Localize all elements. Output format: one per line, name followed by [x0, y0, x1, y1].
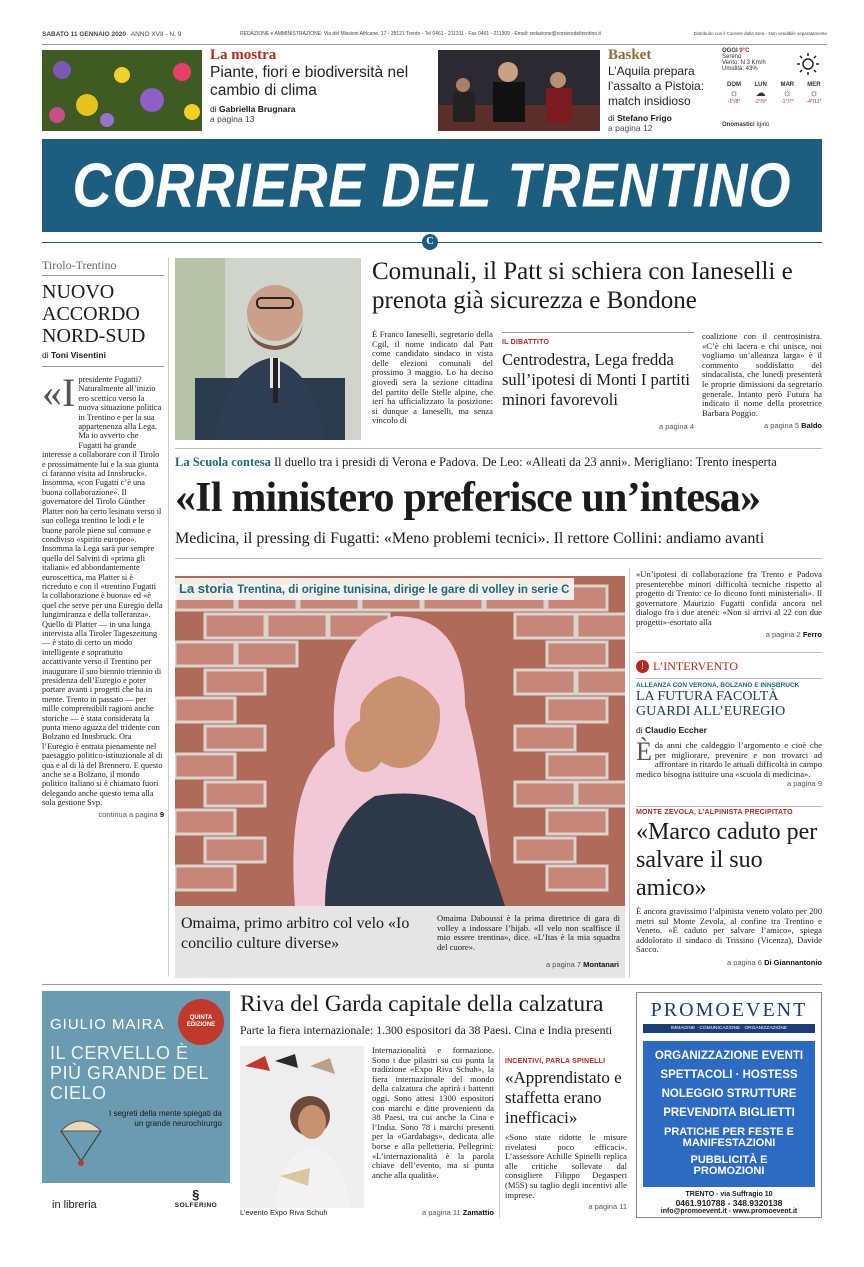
page-ref: a pagina 4 — [658, 422, 694, 431]
caption-title: Omaima, primo arbitro col velo «Io concilio culture diverse» — [181, 915, 410, 952]
promo-line: PRATICHE PER FESTE E MANIFESTAZIONI — [664, 1126, 794, 1149]
school-subhead: Medicina, il pressing di Fugatti: «Meno problemi tecnici». Il rettore Collini: andiamo avanti — [175, 530, 765, 547]
book-author: GIULIO MAIRA — [50, 1016, 165, 1033]
book-title: IL CERVELLO È PIÙ GRANDE DEL CIELO — [50, 1043, 209, 1103]
side-title: Centrodestra, Lega fredda sull’ipotesi di Monti I partiti minori favorevoli — [502, 350, 690, 409]
alpinist-title: «Marco caduto per salvare il suo amico» — [636, 819, 818, 901]
author: Stefano Frigo — [617, 113, 672, 123]
office-info: REDAZIONE e AMMINISTRAZIONE: Via dei Missioni Africane, 17 - 38121 Trento - Tel 0461 - 211311 - Fax 0461 - 211309 - Email: redazione@corrieredeltrentino.it — [240, 31, 601, 37]
edition-badge: QUINTA EDIZIONE — [178, 999, 224, 1045]
day-temp: -1°/7° — [781, 99, 794, 105]
forecast-day — [722, 82, 746, 105]
intervento-body: da anni che caldeggio l’argomento e cioè che per migliorare, prevenire e non trovarci ad affrontare in ritardo le attuali difficoltà in campo medico bisogna istituire una «scuola di medicina». — [636, 740, 822, 779]
promo-web: info@promoevent.it - www.promoevent.it — [660, 1208, 798, 1215]
page-label: a pagina 7 — [546, 960, 582, 969]
day-temp: -2°/9° — [754, 99, 767, 105]
spinelli-body: «Sono state ridotte le misure rivelatesi poco efficaci». L’assessore Achille Spinelli replica alle critiche sollevate dal consigliere Filippo Degasperi (M5S) su taglio degli incentivi alle imprese. — [505, 1132, 627, 1200]
alpinist-kicker: MONTE ZEVOLA, L’ALPINISTA PRECIPITATO — [636, 809, 793, 816]
page-label: a pagina 6 — [726, 957, 762, 967]
flowers-photo — [42, 50, 202, 131]
teaser-title: Piante, fiori e biodiversità nel cambio di clima — [210, 64, 409, 99]
book-cover — [42, 991, 230, 1183]
day-name: DOM — [727, 82, 741, 88]
page-ref: a pagina 13 — [210, 114, 255, 124]
onomastici: Igino — [756, 122, 770, 128]
page-label: a pagina 5 — [764, 421, 800, 431]
today-desc: Sereno — [722, 54, 742, 60]
page-ref: a pagina 11 — [588, 1202, 627, 1212]
story-caption-box[interactable] — [175, 906, 625, 978]
teaser-kicker: La mostra — [210, 47, 277, 63]
strap-text: Il duello tra i presidi di Verona e Padova. De Leo: «Alleati da 23 anni». Merigliano: Trento inesperta — [273, 455, 777, 469]
logo-icon: C — [422, 234, 438, 250]
forecast-day — [749, 82, 773, 105]
riva-caption: L’evento Expo Riva Schuh — [240, 1208, 328, 1217]
story-subtitle: Trentina, di origine tunisina, dirige le gare di volley in serie C — [237, 584, 570, 596]
lead-continued — [702, 332, 822, 430]
strap-kicker: La Scuola contesa — [175, 455, 271, 469]
parachute-icon — [56, 1111, 106, 1171]
school-headline[interactable]: «Il ministero preferisce un’intesa» — [175, 475, 761, 521]
forecast-day — [775, 82, 799, 105]
page-label: a pagina 2 — [765, 629, 801, 639]
alpinist-body: È ancora gravissimo l’alpinista veneto volato per 200 metri sul Monte Zevola, al confine tra Trentino e Veneto. «È caduto per salvare l’amico», spiega addolorato il sindaco di Trissino (Vicenza), Davide Sacco. — [636, 906, 822, 955]
story-label-bar — [175, 578, 574, 600]
left-column — [42, 258, 164, 819]
distribution-note: Distribuito con il Corriere della Sera - Non vendibile separatamente — [693, 31, 827, 36]
today-label: OGGI — [722, 48, 738, 54]
promo-services — [643, 1041, 815, 1187]
in-libreria: in libreria — [52, 1199, 97, 1211]
teaser-exhibition[interactable] — [210, 47, 420, 124]
intervento-kicker: ALLEANZA CON VERONA, BOLZANO E INNSBRUCK — [636, 682, 800, 689]
book-tagline: I segreti della mente spiegati da un grande neurochirurgo — [109, 1109, 222, 1128]
book-ad[interactable] — [42, 991, 230, 1221]
forecast — [722, 82, 826, 105]
spinelli-kicker: INCENTIVI, PARLA SPINELLI — [505, 1058, 606, 1065]
humidity: Umidità: 43% — [722, 66, 758, 72]
author: Ferro — [802, 629, 822, 639]
promo-phone: 0461.910788 - 348.9320138 — [675, 1198, 783, 1208]
column-body-wrap — [42, 370, 164, 808]
column-kicker: Tirolo-Trentino — [42, 258, 164, 276]
by-prefix: di — [210, 104, 217, 114]
column-body: presidente Fugatti? Naturalmente all’inizio ero scettico verso la nuova situazione politica in Trentino e per la sua appartenenza alla Lega. Ma io avverto che Fugatti ha grande interesse a collaborare con il Tirolo e prossimamente lui e la sua giunta ci faranno visita ad Innsbruck». Insomma, «con Fugatti c’è una buona collaborazione». Il governatore del Tirolo Günther Platter non ha certo lesinato verso il suo collega trentino le lodi e le buone parole piene sul comune e condiviso «spirito europeo». Insomma la Lega sarà pur sempre quella del Salvini di «prima gli italiani» ed abbondantemente euroscettica, ma Platter si è ricreduto e con il «trentino Fugatti la collaborazione è buona» ed «è quel che serve per una Euregio della lungimiranza e della tolleranza». Quello di Platter — in una lunga intervista alla Tiroler Tageszeitung — è stato di certo un modo intelligente e soprattutto accattivante verso il Trentino per inaugurare il suo biennio triennio di presidenza dell’Euregio e poter portare avanti i progetti che ha in mente. Trento in passato — per mille comprensibili ragioni anche storiche — è stata considerata la punta meno aguzza del tridente con Bolzano ed Innsbruck. Ora l’Euregio è entrata pienamente nel paesaggio politico-istituzionale al di qua e al di là del Brennero. E questo anche se a Bolzano, il mondo politico italiano si è chiamato fuori delegando anche questo tema alla sola gestione Svp. — [42, 375, 163, 808]
riva-body: Internazionalità e formazione. Sono i due pilastri su cui punta la tradizione «Expo Riva Schuh», la fiera internazionale del mondo della calzatura che aprirà i battenti oggi. Sono attesi 1300 espositori con marchi e ditte provenienti da 38 Paesi, tra cui anche la Cina e l’India. Sono 78 i marchi presenti per la «Gardabags», dedicata alle borse e alla pelletteria. Pellegrini: «L’internazionalità è la parola chiave dell’evento, ma si punta anche alla qualità». — [372, 1045, 494, 1180]
teaser-basket[interactable] — [608, 47, 714, 133]
weather-box — [722, 48, 826, 132]
page-label: a pagina 11 — [421, 1208, 461, 1217]
sun-icon — [796, 52, 820, 76]
continue-label: continua a pagina — [98, 809, 158, 819]
side-kicker: IL DIBATTITO — [502, 339, 550, 346]
intervento-label: L’INTERVENTO — [653, 659, 739, 673]
promo-line: PREVENDITA BIGLIETTI — [663, 1107, 795, 1119]
dropcap: È — [636, 737, 652, 766]
wind: Vento: N 3 Km/h — [722, 60, 766, 66]
author: Gabriella Brugnara — [219, 104, 296, 114]
day-temp: -4°/11° — [806, 99, 822, 105]
sun-icon: ☼ — [729, 88, 739, 99]
forecast-day — [802, 82, 826, 105]
lead-body-right: coalizione con il centrosinistra. «C’è chi lacera e chi unisce, noi vogliamo un’alleanza larga» è il commento soddisfatto del sindacalista, che lunedì presenterà le proprie dimissioni da segretario generale. Intanto però Futura ha indicato il nome della proretrice Barbara Poggio. — [702, 331, 822, 418]
promo-address: TRENTO - via Suffragio 10 — [685, 1191, 773, 1198]
page-ref: a pagina 12 — [608, 123, 653, 133]
promo-line: ORGANIZZAZIONE EVENTI — [654, 1050, 804, 1062]
author: Zamattio — [462, 1208, 494, 1217]
column-title: NUOVO ACCORDO NORD-SUD — [42, 281, 146, 347]
top-bar — [42, 31, 827, 45]
caption-body: Omaima Daboussi è la prima direttrice di gara di volley a indossare l’hijab. «Il velo non scalfisce il mio essere trentina», dice. «L’Itas è la mia squadra del cuore». — [437, 913, 620, 952]
promo-name: PROMOEVENT — [650, 999, 808, 1021]
cloud-sun-icon: ☁ — [755, 88, 766, 99]
publisher-name: SOLFERINO — [174, 1202, 218, 1209]
publisher-logo — [166, 1187, 226, 1209]
day-temp: -1°/8° — [727, 99, 741, 105]
school-side — [636, 570, 822, 639]
by-prefix: di — [636, 725, 643, 735]
sun-icon: ☼ — [782, 88, 792, 99]
story-label: La storia — [179, 581, 234, 596]
by-prefix: di — [42, 350, 49, 360]
continue-page: 9 — [159, 809, 164, 819]
school-strap — [175, 455, 825, 470]
today-temp: 9°C — [739, 48, 750, 54]
onomastici-label: Onomastici — [722, 122, 755, 128]
author: Baldo — [801, 421, 822, 431]
day-name: MAR — [780, 82, 795, 88]
masthead-title: CORRIERE DEL TRENTINO — [72, 151, 792, 220]
riva-subhead: Parte la fiera internazionale: 1.300 espositori da 38 Paesi. Cina e India presenti — [240, 1023, 613, 1037]
author: Montanari — [583, 960, 619, 969]
by-prefix: di — [608, 113, 615, 123]
publisher-icon: § — [192, 1187, 200, 1202]
issue: ANNO XVII - N. 9 — [130, 31, 182, 38]
alpinist-story[interactable] — [636, 809, 822, 967]
spinelli-title: «Apprendistato e staffetta erano inefficaci» — [505, 1068, 622, 1127]
omaima-photo — [175, 576, 625, 906]
author: Claudio Eccher — [645, 725, 707, 735]
promo-line: SPETTACOLI · HOSTESS — [660, 1069, 798, 1081]
sun-icon: ☼ — [809, 88, 819, 99]
intervento-title: LA FUTURA FACOLTÀ GUARDI ALL’EUREGIO — [636, 689, 786, 719]
day-name: LUN — [754, 82, 767, 88]
comment-icon: ! — [636, 660, 649, 673]
teaser-title: L’Aquila prepara l’assalto a Pistoia: match insidioso — [608, 64, 705, 108]
riva-headline[interactable]: Riva del Garda capitale della calzatura — [240, 991, 604, 1017]
promoevent-ad[interactable] — [636, 992, 822, 1218]
school-side-body: «Un’ipotesi di collaborazione fra Trento e Padova presenterebbe minori difficoltà tecniche rispetto al progetto di Trento: ce lo dicono fonti ministeriali». Il governatore Maurizio Fugatti confida ancora nel dialogo fra i due atenei: «Non si arrivi al 22 con due progetti»-esortato alla — [636, 569, 822, 627]
author: Di Giannantonio — [764, 957, 822, 967]
day-name: MER — [807, 82, 821, 88]
date: SABATO 11 GENNAIO 2020 — [42, 31, 126, 38]
lead-headline[interactable]: Comunali, il Patt si schiera con Ianeselli e prenota già sicurezza e Bondone — [372, 258, 793, 314]
teaser-kicker: Basket — [608, 47, 652, 63]
ianeselli-photo — [175, 258, 361, 440]
spinelli-story[interactable] — [505, 1058, 627, 1211]
promo-line: NOLEGGIO STRUTTURE — [661, 1088, 797, 1100]
page-ref: a pagina 9 — [786, 779, 822, 789]
masthead[interactable] — [42, 139, 822, 232]
promo-tagline: IMMAGINE · COMUNICAZIONE · ORGANIZZAZIONE — [643, 1024, 815, 1033]
side-debate[interactable] — [502, 332, 694, 431]
dropcap: «I — [42, 370, 76, 415]
basketball-photo — [438, 50, 600, 131]
intervento[interactable] — [636, 659, 822, 788]
author: Toni Visentini — [51, 350, 106, 360]
riva-photo — [240, 1046, 364, 1208]
lead-body: È Franco Ianeselli, segretario della Cgil, il nome indicato dal Patt come candidato sindaco in vista delle elezioni comunali del prossimo 3 maggio. Lo ha deciso giovedì sera la sezione cittadina del partito delle Stelle alpine, che ieri ha ufficializzato la posizione: si dunque a Ianeselli, ma senza vincolo di — [372, 329, 493, 426]
promo-line: PUBBLICITÀ E PROMOZIONI — [690, 1154, 768, 1177]
